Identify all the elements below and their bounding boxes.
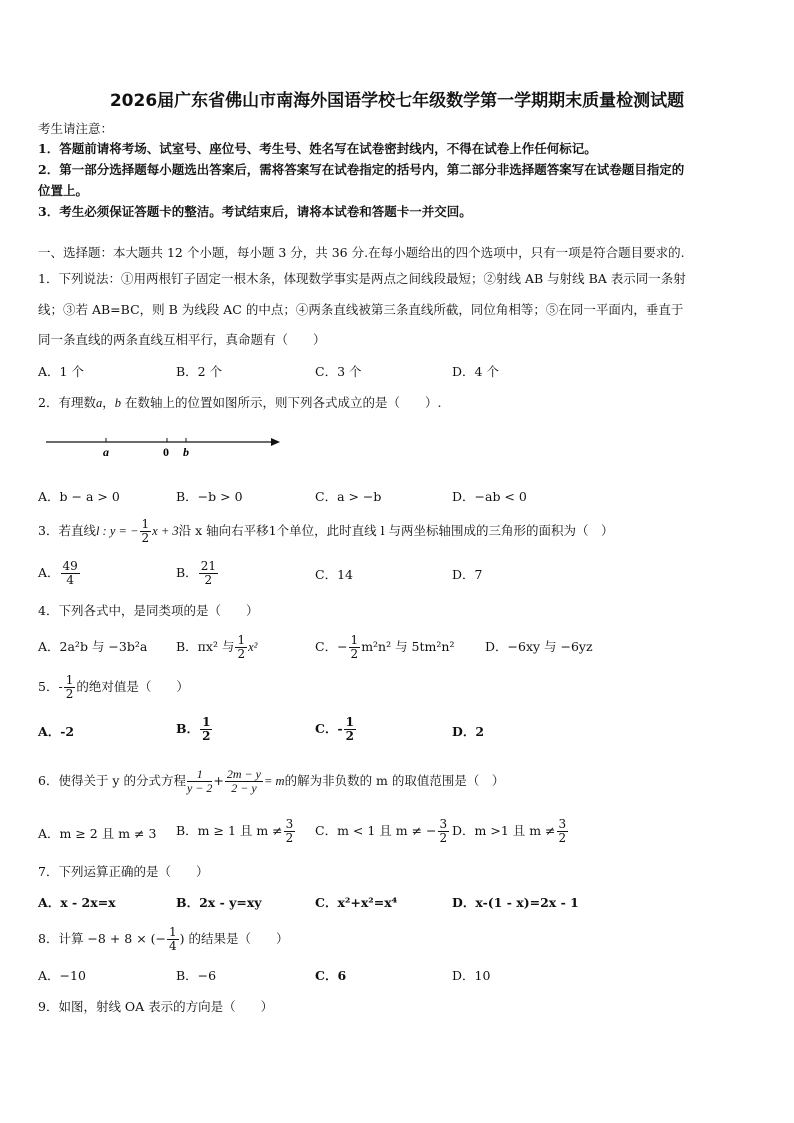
q5-option-b [176,716,213,743]
q6-plus: + [213,773,224,788]
q5-opt-c-label: C．- [315,721,343,736]
q3-frac-den: 2 [141,531,150,545]
q6-opt-d-num: 3 [558,817,567,831]
q6-frac1-num: 1 [187,768,212,782]
q5-opt-c-frac [344,716,356,743]
q1-line-1: 1．下列说法：①用两根钉子固定一根木条，体现数学事实是两点之间线段最短；②射线 AB 与射线 BA 表示同一条射 [38,271,686,286]
q6-stem [38,766,504,796]
q6-opt-c-label: C．m < 1 且 m ≠ − [315,823,437,838]
q6-equals: = m [263,774,285,788]
q6-opt-b-num: 3 [285,817,294,831]
q6-frac2-num: 2m − y [226,767,261,781]
q5-opt-b-frac [200,716,212,743]
q6-opt-c-frac [438,818,450,845]
q8-option-b: B．−6 [176,968,217,983]
q1-option-a: A．1 个 [38,364,84,379]
q4-option-d: D．−6xy 与 −6yz [485,639,593,654]
q7-stem: 7．下列运算正确的是（ ） [38,864,209,879]
q8-option-d: D．10 [452,968,491,983]
q7-option-d: D．x-(1 - x)=2x - 1 [452,895,579,910]
q2-stem-prefix: 2．有理数 [38,395,96,410]
q1-line-3: 同一条直线的两条直线互相平行，真命题有（ ） [38,332,326,347]
q6-opt-d-frac [557,818,569,845]
q3-opt-a-den: 4 [66,573,74,587]
q3-opt-a-frac [61,560,80,587]
q2-option-a: A．b − a > 0 [38,489,120,504]
q4-option-a: A．2a²b 与 −3b²a [38,639,148,654]
q4-opt-b-tail: x² [248,640,258,654]
q4-option-b [176,634,257,661]
notice-item-1: 1．答题前请将考场、试室号、座位号、考生号、姓名写在试卷密封线内，不得在试卷上作任何标记。 [38,141,597,156]
q4-opt-c-num: 1 [350,633,359,647]
q3-opt-a-num: 49 [62,559,78,573]
q6-option-d [452,818,569,845]
q5-stem-prefix: 5．- [38,679,63,694]
label-b: b [183,445,189,458]
number-line-figure [46,432,286,458]
q2-option-d: D．−ab < 0 [452,489,527,504]
q5-fraction [64,674,76,701]
q2-option-b: B．−b > 0 [176,489,243,504]
q7-option-b: B．2x - y=xy [176,895,262,910]
q4-opt-c-tail: m²n² 与 5tm²n² [361,639,455,654]
q5-frac-den: 2 [65,687,74,701]
q5-opt-c-den: 2 [345,729,354,743]
q5-stem [38,674,189,701]
q3-option-b [176,560,219,587]
q4-option-c [315,634,454,661]
q4-opt-c-den: 2 [350,647,359,661]
q8-stem [38,926,289,953]
q8-stem-suffix: ) 的结果是（ ） [179,931,289,946]
q5-opt-b-den: 2 [202,729,211,743]
page-title: 2026届广东省佛山市南海外国语学校七年级数学第一学期期末质量检测试题 [109,91,685,111]
q3-opt-b-label: B． [176,565,198,580]
q3-option-d: D．7 [452,567,483,582]
q6-opt-d-den: 2 [558,831,567,845]
q8-frac-num: 1 [169,925,177,939]
q8-stem-prefix: 8．计算 −8 + 8 × (− [38,931,166,946]
q7-option-a: A．x - 2x=x [38,895,116,910]
q6-frac2-den: 2 − y [231,781,257,795]
q4-opt-c-label: C．− [315,639,348,654]
q3-option-c: C．14 [315,567,353,582]
q3-stem-suffix: 沿 x 轴向右平移1个单位，此时直线 l 与两坐标轴围成的三角形的面积为（ ） [178,523,614,538]
q5-opt-b-label: B． [176,721,200,736]
q5-stem-suffix: 的绝对值是（ ） [76,679,189,694]
q9-stem: 9．如图，射线 OA 表示的方向是（ ） [38,999,274,1014]
q4-opt-b-frac [235,634,247,661]
q6-frac1-den: y − 2 [186,781,213,795]
q5-option-d: D．2 [452,724,485,739]
q1-option-b: B．2 个 [176,364,223,379]
notice-item-3: 3．考生必须保证答题卡的整洁。考试结束后，请将本试卷和答题卡一并交回。 [38,204,472,219]
q3-fraction [140,518,152,545]
q4-stem: 4．下列各式中，是同类项的是（ ） [38,603,259,618]
q6-opt-b-label: B．m ≥ 1 且 m ≠ [176,823,283,838]
q6-option-c [315,818,450,845]
q6-fraction-1 [187,768,212,795]
q2-option-c: C．a > −b [315,489,382,504]
q6-option-a: A．m ≥ 2 且 m ≠ 3 [38,826,157,841]
q3-opt-b-num: 21 [200,559,216,573]
q3-opt-b-den: 2 [204,573,213,587]
q3-stem [38,518,614,545]
q6-fraction-2 [225,768,263,795]
q2-stem [38,395,441,411]
q6-opt-b-den: 2 [285,831,294,845]
notice-item-2: 2．第一部分选择题每小题选出答案后，需将答案写在试卷指定的括号内，第二部分非选择题答案写在试卷题目指定的 [38,162,685,177]
q1-option-d: D．4 个 [452,364,499,379]
q6-opt-c-num: 3 [439,817,448,831]
q2-var-a: a [95,396,103,410]
q4-opt-b-label: B．πx² 与 [176,639,235,654]
q1-option-c: C．3 个 [315,364,362,379]
q6-opt-d-label: D．m >1 且 m ≠ [452,823,556,838]
q3-opt-b-frac [199,560,218,587]
q3-line-eq-left: l : y = − [95,524,139,538]
q5-opt-b-num: 1 [202,715,211,729]
q8-option-c: C．6 [315,968,347,983]
q5-frac-num: 1 [65,673,74,687]
notice-item-2-cont: 位置上。 [38,183,89,198]
q6-opt-c-den: 2 [439,831,448,845]
q3-option-a [38,560,81,587]
q3-stem-prefix: 3．若直线 [38,523,96,538]
q5-opt-c-num: 1 [345,715,354,729]
q8-option-a: A．−10 [38,968,86,983]
q2-var-b: b [114,396,121,410]
q6-stem-suffix: 的解为非负数的 m 的取值范围是（ ） [284,773,505,788]
notice-header: 考生请注意： [38,121,114,136]
label-zero: 0 [163,445,169,458]
q6-stem-prefix: 6．使得关于 y 的分式方程 [38,773,186,788]
q5-option-a: A．-2 [38,724,75,739]
q2-stem-suffix: 在数轴上的位置如图所示，则下列各式成立的是（ ）. [120,395,442,410]
q5-option-c [315,716,357,743]
q2-separator: ， [102,395,115,410]
q8-frac-den: 4 [169,939,177,953]
q4-opt-b-den: 2 [237,647,246,661]
number-line-arrow [271,438,280,446]
q8-fraction [167,926,179,953]
q1-line-2: 线；③若 AB=BC，则 B 为线段 AC 的中点；④两条直线被第三条直线所截，同位角相等；⑤在同一平面内，垂直于 [38,302,684,317]
q3-frac-num: 1 [141,517,150,531]
q4-opt-c-frac [349,634,361,661]
q7-option-c: C．x²+x²=x⁴ [315,895,398,910]
label-a: a [103,445,109,458]
q3-line-eq-right: x + 3 [152,524,179,538]
q6-opt-b-frac [284,818,296,845]
q6-option-b [176,818,296,845]
q4-opt-b-num: 1 [237,633,246,647]
q3-opt-a-label: A． [38,565,60,580]
section-heading: 一、选择题：本大题共 12 个小题，每小题 3 分，共 36 分.在每小题给出的四个选项中，只有一项是符合题目要求的. [38,245,685,260]
